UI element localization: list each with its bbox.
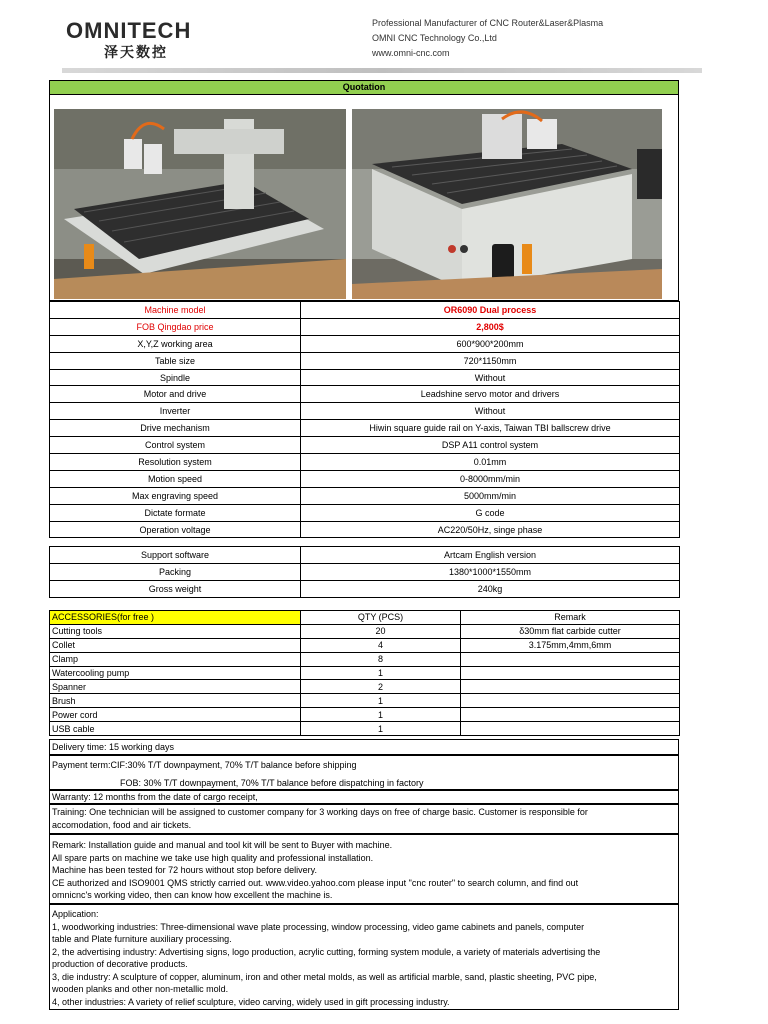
table-row (50, 624, 680, 638)
accessory-remark (461, 694, 680, 708)
application-text-6: wooden planks and other non-metallic mold. (52, 984, 229, 994)
table-row (50, 652, 680, 666)
table-row (50, 352, 680, 369)
accessory-qty: 1 (301, 694, 461, 708)
spec-value: 600*900*200mm (301, 335, 680, 352)
table-row (50, 302, 680, 319)
spec-label: Motor and drive (50, 386, 301, 403)
accessory-name: Clamp (50, 652, 301, 666)
table-row (50, 722, 680, 736)
header-divider (62, 68, 702, 73)
applications (49, 904, 679, 1010)
logo-text: OMNITECH (66, 18, 192, 43)
accessory-qty: 1 (301, 666, 461, 680)
accessory-name: Power cord (50, 708, 301, 722)
application-text-3: 2, the advertising industry: Advertising signs, logo production, acrylic cutting, forming system module, a variety of materials advertising the (52, 946, 601, 957)
table-header-row (50, 611, 680, 625)
table-row (50, 487, 680, 504)
spec-value: 2,800$ (301, 318, 680, 335)
spec-value: Without (301, 403, 680, 420)
remark-header: Remark (461, 611, 680, 625)
remark-text-5: omnicnc's working video, then can know how excellent the machine is. (52, 890, 333, 900)
accessory-remark (461, 666, 680, 680)
spec-label: Max engraving speed (50, 487, 301, 504)
accessory-qty: 20 (301, 624, 461, 638)
accessory-name: Watercooling pump (50, 666, 301, 680)
spec-label: Table size (50, 352, 301, 369)
spec-label: Packing (50, 563, 301, 580)
spec-table (49, 301, 680, 538)
table-row (50, 504, 680, 521)
application-text-2: table and Plate furniture auxiliary processing. (52, 934, 232, 944)
table-row (50, 666, 680, 680)
payment-cif-text: Payment term:CIF:30% T/T downpayment, 70% T/T balance before shipping (52, 760, 357, 770)
table-row (50, 521, 680, 538)
company-name: OMNI CNC Technology Co.,Ltd (372, 33, 497, 43)
payment-terms (49, 755, 679, 790)
application-text-7: 4, other industries: A variety of relief sculpture, video carving, widely used in gift processing industry. (52, 996, 450, 1007)
spec-value: G code (301, 504, 680, 521)
spec-label: Machine model (50, 302, 301, 319)
table-row (50, 708, 680, 722)
accessory-remark (461, 652, 680, 666)
spec-value: Hiwin square guide rail on Y-axis, Taiwan TBI ballscrew drive (301, 420, 680, 437)
company-info (372, 16, 603, 61)
qty-header: QTY (PCS) (301, 611, 461, 625)
application-text-4: production of decorative products. (52, 959, 188, 969)
machine-photo-right (352, 109, 662, 299)
packing-table (49, 546, 680, 598)
spec-value: 720*1150mm (301, 352, 680, 369)
table-row (50, 318, 680, 335)
application-text-1: 1, woodworking industries: Three-dimensional wave plate processing, window processing, video game cabinets and panels, computer (52, 921, 585, 932)
table-row (50, 437, 680, 454)
spec-label: Inverter (50, 403, 301, 420)
table-row (50, 470, 680, 487)
spec-value: DSP A11 control system (301, 437, 680, 454)
training (49, 804, 679, 834)
page-header (0, 0, 768, 76)
spec-label: Operation voltage (50, 521, 301, 538)
quotation-title: Quotation (49, 80, 679, 95)
spec-value: 5000mm/min (301, 487, 680, 504)
accessory-name: Collet (50, 638, 301, 652)
company-tagline: Professional Manufacturer of CNC Router&Laser&Plasma (372, 18, 604, 28)
spec-label: Control system (50, 437, 301, 454)
logo-chinese-text: 泽天数控 (104, 44, 168, 60)
table-row (50, 563, 680, 580)
payment-fob-text: FOB: 30% T/T downpayment, 70% T/T balance before dispatching in factory (120, 777, 424, 788)
table-row (50, 547, 680, 564)
product-photos (49, 95, 679, 301)
spec-value: OR6090 Dual process (301, 302, 680, 319)
training-text-2: accomodation, food and air tickets. (52, 819, 192, 830)
table-row (50, 694, 680, 708)
spec-label: Support software (50, 547, 301, 564)
accessory-remark: 3.175mm,4mm,6mm (461, 638, 680, 652)
warranty (49, 790, 679, 804)
spec-value: Without (301, 369, 680, 386)
accessory-qty: 1 (301, 722, 461, 736)
table-row (50, 386, 680, 403)
spec-value: AC220/50Hz, singe phase (301, 521, 680, 538)
spec-value: 0.01mm (301, 454, 680, 471)
remark-text-2: All spare parts on machine we take use high quality and professional installation. (52, 852, 374, 863)
accessory-remark (461, 708, 680, 722)
spec-value: Artcam English version (301, 547, 680, 564)
table-row (50, 420, 680, 437)
spec-label: Resolution system (50, 454, 301, 471)
remarks (49, 834, 679, 904)
accessory-remark: δ30mm flat carbide cutter (461, 624, 680, 638)
spec-label: Motion speed (50, 470, 301, 487)
spec-label: Spindle (50, 369, 301, 386)
company-logo (66, 18, 226, 62)
accessory-qty: 1 (301, 708, 461, 722)
accessories-table (49, 610, 680, 736)
training-text-1: Training: One technician will be assigned to customer company for 3 working days on free of charge basic. Customer is responsible for (52, 807, 588, 817)
accessory-name: Brush (50, 694, 301, 708)
spec-label: X,Y,Z working area (50, 335, 301, 352)
company-website: www.omni-cnc.com (372, 48, 450, 58)
delivery-text: Delivery time: 15 working days (52, 742, 175, 752)
delivery-time (49, 739, 679, 755)
spec-value: Leadshine servo motor and drivers (301, 386, 680, 403)
table-row (50, 680, 680, 694)
accessory-name: Spanner (50, 680, 301, 694)
table-row (50, 335, 680, 352)
accessory-name: Cutting tools (50, 624, 301, 638)
accessory-remark (461, 680, 680, 694)
application-text-5: 3, die industry: A sculpture of copper, aluminum, iron and other metal molds, as well as artificial marble, sand, plastic sheeting, PVC pipe, (52, 971, 597, 982)
warranty-text: Warranty: 12 months from the date of cargo receipt, (52, 792, 258, 802)
table-row (50, 638, 680, 652)
table-row (50, 454, 680, 471)
remark-text-4: CE authorized and ISO9001 QMS strictly carried out. www.video.yahoo.com please input "cnc router" to search column, and find out (52, 877, 579, 888)
table-row (50, 369, 680, 386)
accessory-qty: 8 (301, 652, 461, 666)
accessory-name: USB cable (50, 722, 301, 736)
remark-text-3: Machine has been tested for 72 hours without stop before delivery. (52, 865, 317, 875)
spec-label: Dictate formate (50, 504, 301, 521)
spec-value: 240kg (301, 580, 680, 597)
spec-label: Gross weight (50, 580, 301, 597)
remark-text-1: Remark: Installation guide and manual and tool kit will be sent to Buyer with machine. (52, 840, 393, 850)
spec-label: Drive mechanism (50, 420, 301, 437)
machine-photo-left (54, 109, 346, 299)
spec-value: 1380*1000*1550mm (301, 563, 680, 580)
accessories-header: ACCESSORIES(for free ) (50, 611, 301, 625)
table-row (50, 580, 680, 597)
table-row (50, 403, 680, 420)
spec-value: 0-8000mm/min (301, 470, 680, 487)
accessory-remark (461, 722, 680, 736)
spec-label: FOB Qingdao price (50, 318, 301, 335)
application-heading: Application: (52, 909, 99, 919)
accessory-qty: 2 (301, 680, 461, 694)
accessory-qty: 4 (301, 638, 461, 652)
